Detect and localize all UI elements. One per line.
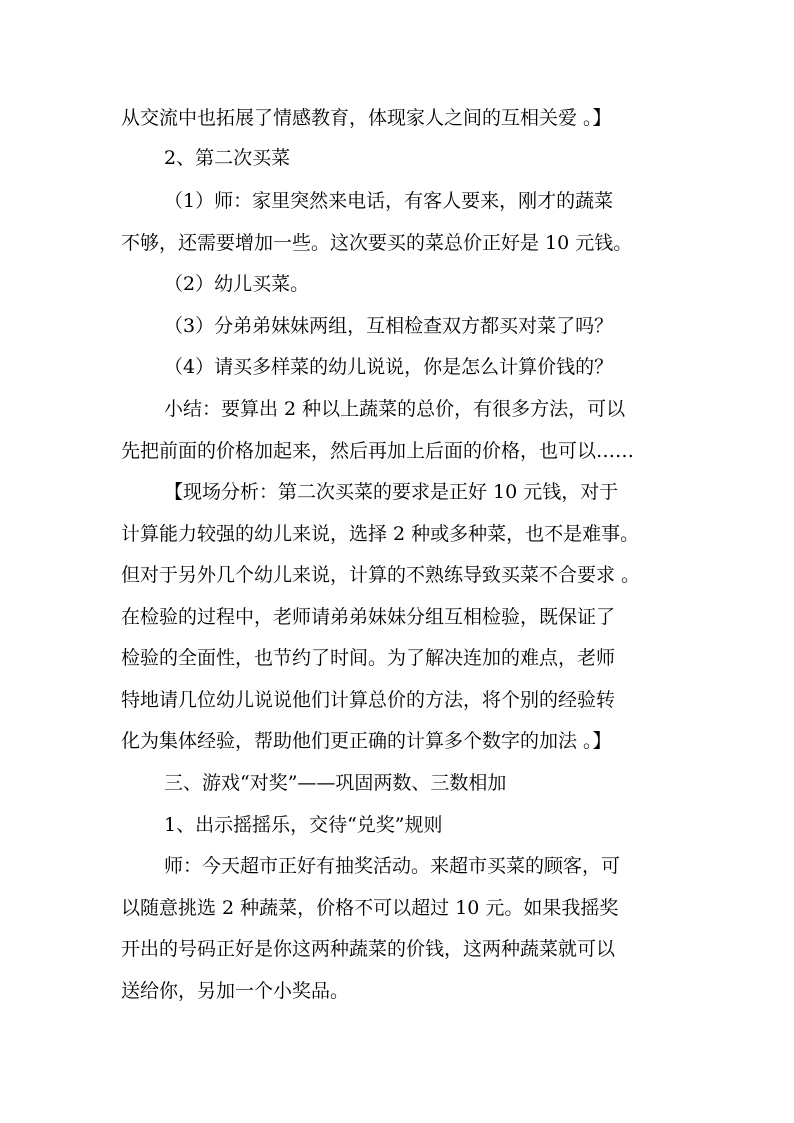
text-line: 不够，还需要增加一些。这次要买的菜总价正好是 10 元钱。 [121,232,633,254]
section-heading: 2、第二次买菜 [164,147,291,169]
text-line: 从交流中也拓展了情感教育，体现家人之间的互相关爱 。】 [121,107,612,129]
text-line: 但对于另外几个幼儿来说，计算的不熟练导致买菜不合要求 。 [121,564,641,586]
text-line: 送给你，另加一个小奖品。 [121,980,350,1002]
text-line: 以随意挑选 2 种蔬菜，价格不可以超过 10 元。如果我摇奖 [121,897,619,919]
analysis-line: 【现场分析：第二次买菜的要求是正好 10 元钱，对于 [164,481,619,503]
text-line: 计算能力较强的幼儿来说，选择 2 种或多种菜，也不是难事。 [121,523,640,545]
text-line: （2）幼儿买菜。 [164,273,310,295]
text-line: 化为集体经验，帮助他们更正确的计算多个数字的加法 。】 [121,730,612,752]
text-line: 先把前面的价格加起来，然后再加上后面的价格，也可以…… [121,440,635,462]
text-line: 师：今天超市正好有抽奖活动。来超市买菜的顾客，可 [164,855,621,877]
text-line: 检验的全面性，也节约了时间。为了解决连加的难点，老师 [121,647,616,669]
text-line: （4）请买多样菜的幼儿说说，你是怎么计算价钱的？ [164,356,614,378]
text-line: 特地请几位幼儿说说他们计算总价的方法，将个别的经验转 [121,689,616,711]
text-line: 在检验的过程中，老师请弟弟妹妹分组互相检验，既保证了 [121,606,616,628]
text-line: （3）分弟弟妹妹两组，互相检查双方都买对菜了吗？ [164,315,614,337]
text-line: （1）师：家里突然来电话，有客人要来，刚才的蔬菜 [164,190,614,212]
section-heading: 1、出示摇摇乐，交待“兑奖”规则 [164,814,443,836]
section-heading: 三、游戏“对奖”——巩固两数、三数相加 [164,772,507,794]
summary-line: 小结：要算出 2 种以上蔬菜的总价，有很多方法，可以 [164,398,626,420]
text-line: 开出的号码正好是你这两种蔬菜的价钱，这两种蔬菜就可以 [121,938,616,960]
